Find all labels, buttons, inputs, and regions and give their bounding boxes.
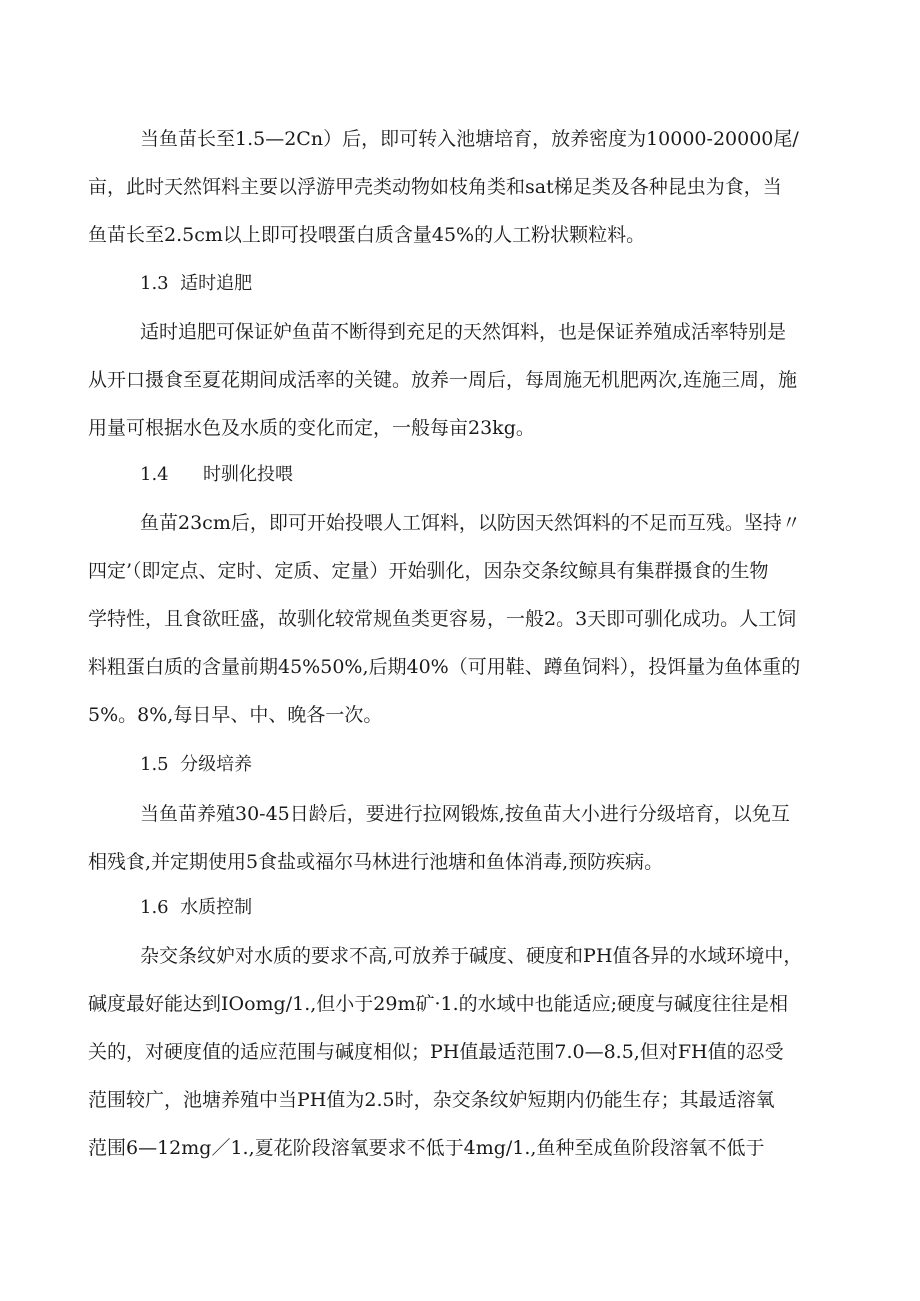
paragraph-feeding-training [88, 499, 833, 739]
text-line: 鱼苗23cm后，即可开始投喂人工饵料，以防因天然饵料的不足而互残。坚持〃 [140, 512, 801, 534]
text-line: 范围较广，池塘养殖中当PH值为2.5时，杂交条纹妒短期内仍能生存；其最适溶氧 [88, 1089, 775, 1111]
section-heading-1-5: 1.5 分级培养 [140, 754, 253, 775]
paragraph-fertilization [88, 308, 833, 452]
paragraph-fry-transfer [88, 115, 833, 259]
text-line: 当鱼苗养殖30-45日龄后，要进行拉网锻炼,按鱼苗大小进行分级培育，以免互 [140, 803, 790, 825]
text-line: 碱度最好能达到IOomg/1.,但小于29m矿·1.的水域中也能适应;硬度与碱度往往是相 [88, 993, 789, 1015]
paragraph-water-quality [88, 932, 833, 1172]
text-line: 料粗蛋白质的含量前期45%50%,后期40%（可用鞋、蹲鱼饲料），投饵量为鱼体重的 [88, 656, 801, 678]
text-line: 关的，对硬度值的适应范围与碱度相似；PH值最适范围7.0—8.5,但对FH值的忍受 [88, 1041, 784, 1063]
text-line: 杂交条纹妒对水质的要求不高,可放养于碱度、硬度和PH值各异的水域环境中， [140, 945, 803, 967]
text-line: 鱼苗长至2.5cm以上即可投喂蛋白质含量45%的人工粉状颗粒料。 [88, 224, 646, 246]
text-line: 范围6—12mg／1.,夏花阶段溶氧要求不低于4mg/1.,鱼种至成鱼阶段溶氧不低于 [88, 1137, 765, 1159]
text-line: 相残食,并定期使用5食盐或福尔马林进行池塘和鱼体消毒,预防疾病。 [88, 851, 664, 873]
paragraph-grading [88, 790, 833, 886]
text-line: 适时追肥可保证妒鱼苗不断得到充足的天然饵料，也是保证养殖成活率特别是 [140, 321, 787, 343]
section-heading-1-3: 1.3 适时追肥 [140, 273, 253, 294]
text-line: 5%。8%,每日早、中、晚各一次。 [88, 704, 383, 726]
text-line: 四定’（即定点、定时、定质、定量）开始驯化，因杂交条纹鲸具有集群摄食的生物 [88, 560, 769, 582]
text-line: 用量可根据水色及水质的变化而定，一般每亩23kg。 [88, 417, 535, 439]
text-line: 从开口摄食至夏花期间成活率的关键。放养一周后，每周施无机肥两次,连施三周，施 [88, 369, 798, 391]
text-line: 学特性，且食欲旺盛，故驯化较常规鱼类更容易，一般2。3天即可驯化成功。人工饲 [88, 608, 797, 630]
text-line: 亩，此时天然饵料主要以浮游甲壳类动物如枝角类和sat梯足类及各种昆虫为食，当 [88, 176, 782, 198]
text-line: 当鱼苗长至1.5—2Cn）后，即可转入池塘培育，放养密度为10000-20000尾/ [140, 128, 799, 150]
section-heading-1-4: 1.4 时驯化投喂 [140, 464, 293, 485]
section-heading-1-6: 1.6 水质控制 [140, 897, 253, 918]
